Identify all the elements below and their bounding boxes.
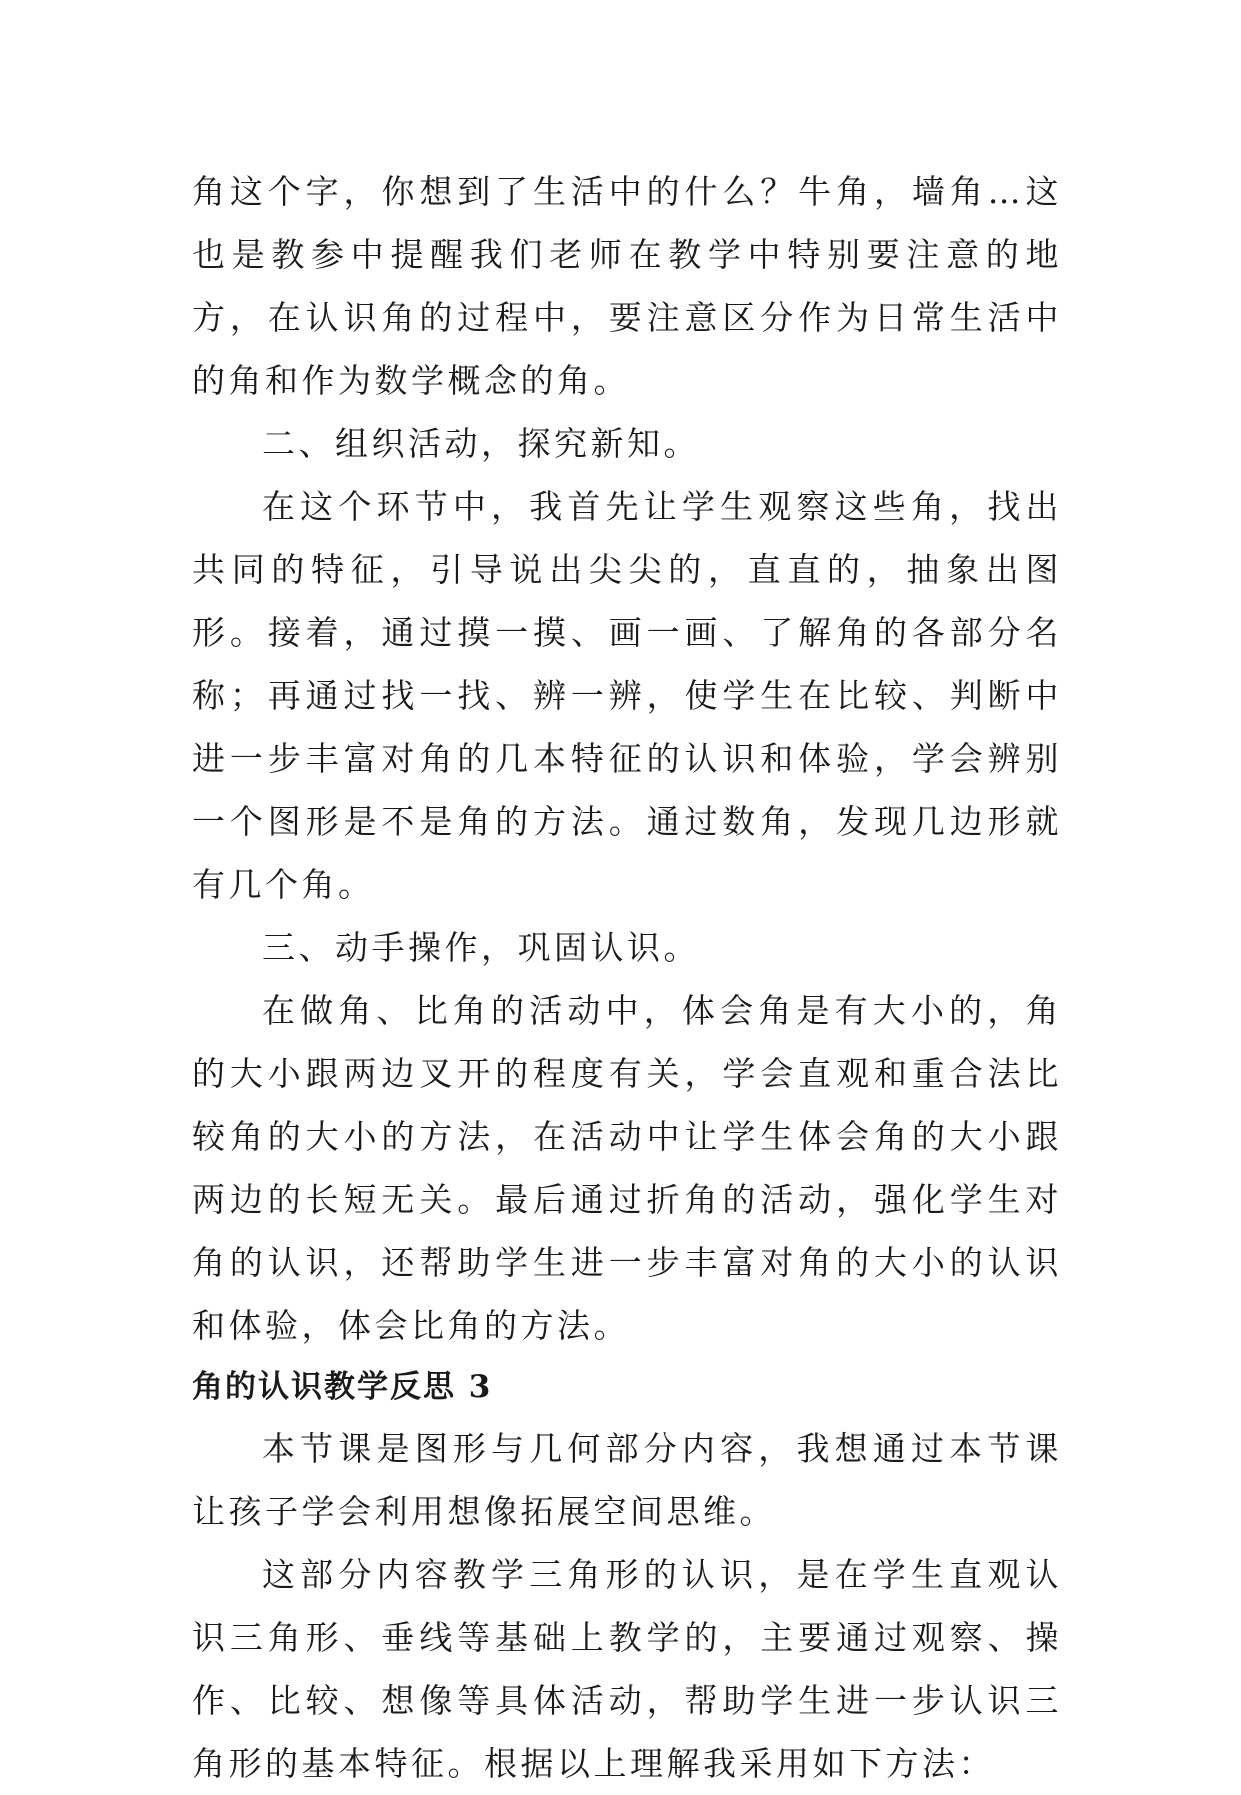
paragraph: 本节课是图形与几何部分内容，我想通过本节课让孩子学会利用想像拓展空间思维。 xyxy=(192,1429,1062,1531)
paragraph: 在做角、比角的活动中，体会角是有大小的，角的大小跟两边叉开的程度有关，学会直观和重合法比较角的大小的方法，在活动中让学生体会角的大小跟两边的长短无关。最后通过折角的活动，强化学生对角的认识，还帮助学生进一步丰富对角的大小的认识和体验，体会比角的方法。 xyxy=(192,991,1062,1345)
document-title: 角的认识教学反思 3 xyxy=(192,1369,493,1405)
paragraph: 这部分内容教学三角形的认识，是在学生直观认识三角形、垂线等基础上教学的，主要通过观察、操作、比较、想像等具体活动，帮助学生进一步认识三角形的基本特征。根据以上理解我采用如下方法： xyxy=(192,1555,1062,1783)
section-heading: 二、组织活动，探究新知。 xyxy=(262,424,700,463)
paragraph: 角这个字，你想到了生活中的什么？牛角，墙角…这也是教参中提醒我们老师在教学中特别要注意的地方，在认识角的过程中，要注意区分作为日常生活中的角和作为数学概念的角。 xyxy=(192,172,1062,400)
section-heading: 三、动手操作，巩固认识。 xyxy=(262,928,700,967)
paragraph: 在这个环节中，我首先让学生观察这些角，找出共同的特征，引导说出尖尖的，直直的，抽象出图形。接着，通过摸一摸、画一画、了解角的各部分名称；再通过找一找、辨一辨，使学生在比较、判断中进一步丰富对角的几本特征的认识和体验，学会辨别一个图形是不是角的方法。通过数角，发现几边形就有几个角。 xyxy=(192,487,1062,904)
document-page xyxy=(192,160,1062,1795)
